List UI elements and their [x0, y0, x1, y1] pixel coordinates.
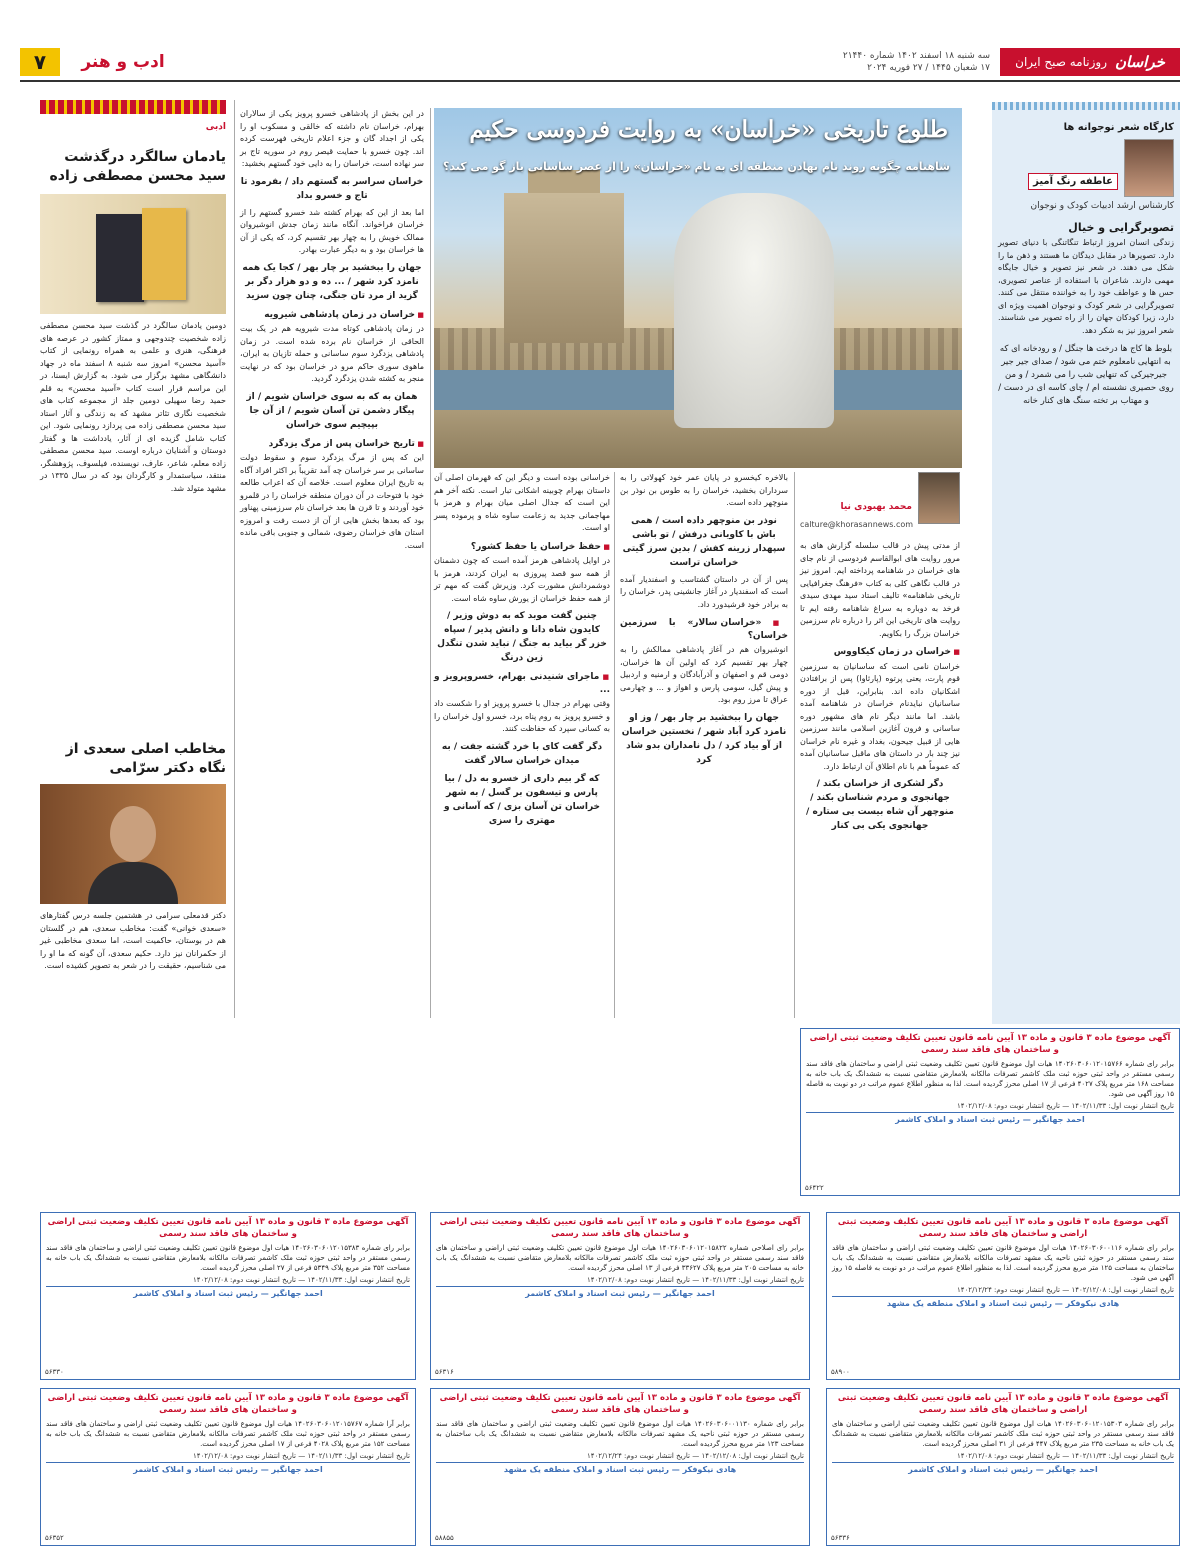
feature-headline[interactable]: طلوع تاریخی «خراسان» به روایت فردوسی حکیم [469, 116, 948, 143]
reporter-photo [918, 472, 960, 524]
notice-code: ۵۶۴۲۲ [805, 1184, 824, 1192]
notice-dates: تاریخ انتشار نوبت اول: ۱۴۰۲/۱۲/۰۸ — تاریخ انتشار نوبت دوم: ۱۴۰۲/۱۲/۲۴ [957, 1286, 1174, 1294]
workshop-author [998, 139, 1174, 197]
author-photo [1124, 139, 1174, 197]
ferdowsi-statue-shape [674, 193, 834, 428]
notice-signer: هادی نیکوفکر — رئیس ثبت اسناد و املاک منطقه یک مشهد [832, 1296, 1174, 1308]
article-subheading: ■ «خراسان سالار» با سرزمین خراسان؟ [620, 617, 788, 642]
article-paragraph: در این بخش از پادشاهی خسرو پرویز یکی از سالاران بهرام، خراسان نام داشته که خالقی و مسکوب او را یکی از اجداد گان و جزء اعلام تاریخی فهرست کرده اند. چون خسرو با حمایت قیصر روم در سوریه تاج بر سر نهاده است، خراسان را به دایی خود گستهم بخشید: [240, 109, 424, 168]
reporter-name: محمد بهبودی نیا [840, 502, 912, 512]
article-paragraph: از مدتی پیش در قالب سلسله گزارش های به مرور روایت های ابوالقاسم فردوسی از نام جای های خراسان در شاهنامه پرداخته ایم. امروز نیز در قالب نگاهی کلی به کتاب «فرهنگ جغرافیایی تاریخی شاهنامه» تالیف استاد سید مهدی سیدی فرخد به دوباره به سراغ شاهنامه رفته ایم تا روایت های تاریخی این اثر را درباره نام سرزمین خراسان بزرگ را بکاویم. [800, 541, 960, 638]
article-subheading: ■ خراسان در زمان کیکاووس [800, 646, 960, 659]
article-paragraph: در اوایل پادشاهی هرمز آمده است که چون دشمنان از همه سو قصد پیروزی به ایران کردند، هرمز با دوشمردانش مشورت کرد. وزیرش گفت که مهم تر از همه حفظ خراسان از یورش ساوه شاه است. [434, 556, 610, 603]
article-paragraph: خراسانی بوده است و دیگر این که قهرمان اصلی آن داستان بهرام چوبینه اشکانی تبار است. نکته آخر هم این است که جدال اصلی میان بهرام و هرمز با مهاجمانی جدید به زعامت ساوه شاه و پرموده پسر او است. [434, 473, 610, 532]
book-dark-shape [96, 214, 144, 302]
notice-body: برابر رای شماره ۱۴۰۲۶۰۳۰۶۰۰۱۱۳۰ هیات اول موضوع قانون تعیین تکلیف وضعیت ثبتی اراضی و ساختمان های فاقد سند رسمی مستقر در حوزه ثبتی ناحیه یک مشهد تصرفات مالکانه بلامعارض متقاضی نسبت به ششدانگ یک باب ساختمان به مساحت ۱۲۳ متر مربع محرز گردیده است. [436, 1420, 804, 1448]
notice-code: ۵۶۳۳۰ [45, 1368, 64, 1376]
notice-dates: تاریخ انتشار نوبت اول: ۱۴۰۲/۱۱/۳۳ — تاریخ انتشار نوبت دوم: ۱۴۰۲/۱۲/۰۸ [587, 1276, 804, 1284]
brand-tagline: روزنامه صبح ایران [1015, 55, 1107, 69]
portrait-body-shape [88, 862, 178, 904]
article-verse: جهان را ببخشید بر چار بهر / وز او نامزد کرد آباد شهر / نخستین خراسان از آو بیاد کرد / دل نامداران بدو شاد کرد [621, 712, 787, 765]
notice-title: آگهی موضوع ماده ۳ قانون و ماده ۱۳ آیین نامه قانون تعیین تکلیف وضعیت ثبتی اراضی و ساختمان های فاقد سند رسمی [809, 1033, 1171, 1055]
reporter-byline [800, 472, 960, 532]
notice-title: آگهی موضوع ماده ۳ قانون و ماده ۱۳ آیین نامه قانون تعیین تکلیف وضعیت ثبتی اراضی و ساختمان های فاقد سند رسمی [837, 1217, 1169, 1239]
column-divider [614, 472, 615, 1018]
workshop-body: زندگی انسان امروز ارتباط تنگاتنگی با دنیای تصویر دارد. تصویرها در مقابل دیدگان ما هستند و ذهن ما را شکل می دهند. در شعر نیز تصویر و خیال جایگاه مهمی دارند. شاعران با استفاده از عناصر تصویری، حس ها و عواطف خود را به خواننده منتقل می کنند. تصویرگرایی در شعر کودک و نوجوان اهمیت ویژه ای دارد، زیرا کودکان جهان را از راه تصویر می شناسند. شعر امروز نیز به شکر دهد. [998, 238, 1174, 335]
notice-signer: احمد جهانگیر — رئیس ثبت اسناد و املاک کاشمر [806, 1112, 1174, 1124]
notice-title: آگهی موضوع ماده ۳ قانون و ماده ۱۳ آیین نامه قانون تعیین تکلیف وضعیت ثبتی اراضی و ساختمان های فاقد سند رسمی [439, 1217, 801, 1239]
legal-notice [40, 1388, 416, 1546]
tomb-shape [504, 193, 624, 343]
author-name: عاطفه رنگ آمیز [1028, 173, 1118, 190]
notice-signer: احمد جهانگیر — رئیس ثبت اسناد و املاک کاشمر [436, 1286, 804, 1298]
issue-date [843, 50, 990, 74]
notice-signer: احمد جهانگیر — رئیس ثبت اسناد و املاک کاشمر [46, 1462, 410, 1474]
article-verse: همان به که به سوی خراسان شویم / از پیگار دشمن تن آسان شویم / از آن جا بپیچیم سوی خراسان [246, 391, 418, 430]
notice-code: ۵۶۳۱۶ [435, 1368, 454, 1376]
article-paragraph: در زمان پادشاهی کوتاه مدت شیرویه هم در یک بیت الحاقی از خراسان نام برده شده است. در زمان پادشاهی یزدگرد سوم ساسانی و حمله تازیان به ایران، ماهوی سوری حاکم مرو در خراسان بود که در نهایت منجر به کشته شدن یزدگرد گردید. [240, 324, 424, 383]
article-paragraph: اما بعد از این که بهرام کشته شد خسرو گستهم را از خراسان فراخواند. آنگاه مانند زمان جدش انوشیروان ممالک خویش را به چهار بهر تقسیم کرد، که یکی از آن ها خراسان بود و به دیگر عبارت بهادر. [240, 207, 424, 254]
masthead [20, 48, 1180, 76]
article-verse: جهان را ببخشید بر چار بهر / کجا یک همه نامزد کرد شهر / ... ده و دو هزار دگر بر گزید از مرد تان جنگی، چنان چون سزید [242, 262, 422, 301]
notice-signer: احمد جهانگیر — رئیس ثبت اسناد و املاک کاشمر [46, 1286, 410, 1298]
notice-body: برابر رای شماره ۱۴۰۲۶۰۳۰۶۰۰۱۱۶ هیات اول موضوع قانون تعیین تکلیف وضعیت ثبتی اراضی و ساختمان های فاقد سند رسمی مستقر در حوزه ثبتی ناحیه یک مشهد تصرفات مالکانه بلامعارض متقاضی نسبت به ششدانگ یک باب ساختمان به مساحت ۱۲۵ متر مربع محرز گردیده است. لذا به منظور اطلاع عموم مراتب در دو نوبت به فاصله ۱۵ روز آگهی می شود. [832, 1244, 1175, 1282]
reporter-email[interactable]: calture@khorasannews.com [800, 520, 914, 529]
saadi-article [40, 910, 226, 1018]
author-role: کارشناس ارشد ادبیات کودک و نوجوان [1030, 201, 1174, 211]
literary-label: ادبی [205, 122, 226, 132]
page-number: ۷ [20, 48, 60, 76]
article-paragraph: وقتی بهرام در جدال با خسرو پرویز او را شکست داد و خسرو پرویز به روم پناه برد، خسرو اول خراسان را به کسانی سپرد که حفاظت کنند. [434, 699, 610, 733]
notice-code: ۵۶۳۳۶ [831, 1534, 850, 1542]
saadi-body: دکتر قدمعلی سرامی در هشتمین جلسه درس گفتارهای «سعدی خوانی» گفت: مخاطب سعدی، هم در گلستان هم در بوستان، حاکمیت است، اما سعدی مخاطبی غیر از حکمرانان نیز دارد. حکیم سعدی، آن گونه که ما او را می شناسیم، حقیقت را در شعر به تصویر کشیده است. [40, 911, 226, 970]
legal-notice [430, 1388, 810, 1546]
newspaper-logo[interactable] [1000, 48, 1180, 76]
notice-signer: هادی نیکوفکر — رئیس ثبت اسناد و املاک منطقه یک مشهد [436, 1462, 804, 1474]
memorial-headline[interactable]: یادمان سالگرد درگذشت سید محسن مصطفی زاده [49, 149, 226, 184]
legal-notice [40, 1212, 416, 1380]
column-divider [794, 472, 795, 1018]
article-verse: دگر لشکری از خراسان بکند / جهانجوی و مردم شناسان بکند / منوچهر آن شاه بیست بی ستاره / جهانجوی یکی بی کنار [806, 779, 954, 831]
notice-body: برابر رای شماره ۱۴۰۲۶۰۳۰۶۰۱۲۰۱۵۷۶۶ هیات اول موضوع قانون تعیین تکلیف وضعیت ثبتی اراضی و ساختمان های فاقد سند رسمی مستقر در واحد ثبتی حوزه ثبت ملک کاشمر تصرفات مالکانه بلامعارض متقاضی نسبت به ششدانگ یک باب خانه به مساحت ۱۶۸ متر مربع پلاک ۴۰۲۷ فرعی از ۱۷ اصلی محرز گردیده است. لذا به منظور اطلاع عموم مراتب در دو نوبت به فاصله ۱۵ روز آگهی می شود. [806, 1060, 1174, 1098]
brand-name: خراسان [1115, 53, 1165, 71]
notice-code: ۵۸۹۰۰ [831, 1368, 850, 1376]
article-verse: که گر بیم داری از خسرو به دل / بیا پارس و تیسفون بر گسل / به شهر خراسان تن آسان بزی / که آسانی و مهتری را سزی [443, 773, 601, 826]
notice-body: برابر آرا شماره ۱۴۰۲۶۰۳۰۶۰۱۲۰۱۵۷۶۷ هیات اول موضوع قانون تعیین تکلیف وضعیت ثبتی اراضی و ساختمان های فاقد سند رسمی مستقر در واحد ثبتی حوزه ثبت ملک کاشمر تصرفات مالکانه بلامعارض متقاضی نسبت به ششدانگ یک باب خانه به مساحت ۱۵۲ متر مربع پلاک ۴۰۲۸ فرعی از ۱۷ اصلی محرز گردیده است. [46, 1420, 410, 1448]
feature-hero-image[interactable] [434, 108, 962, 468]
article-subheading: ■ خراسان در زمان پادشاهی شیرویه [240, 309, 424, 322]
notice-dates: تاریخ انتشار نوبت اول: ۱۴۰۲/۱۲/۰۸ — تاریخ انتشار نوبت دوم: ۱۴۰۲/۱۲/۲۴ [587, 1452, 804, 1460]
article-paragraph: انوشیروان هم در آغاز پادشاهی ممالکش را به چهار بهر تقسیم کرد که اولین آن ها خراسان، دومی قم و اصفهان و آذرآبادگان و ارمنیه و اردبیل و پیش گیل، سومی پارس و اهواز و ... و چهارمی عراق تا مرز روم بود. [620, 645, 788, 704]
saadi-headline[interactable]: مخاطب اصلی سعدی از نگاه دکتر سرّامی [65, 741, 226, 776]
poetry-workshop-column [992, 104, 1180, 1024]
column-divider [430, 108, 431, 1018]
workshop-title: کارگاه شعر نوجوانه ها [1063, 122, 1174, 133]
decorative-barcode [992, 102, 1180, 110]
article-verse: دگر گفت کای با خرد گشته جفت / به میدان خراسان سالار گفت [441, 741, 603, 766]
notice-title: آگهی موضوع ماده ۳ قانون و ماده ۱۳ آیین نامه قانون تعیین تکلیف وضعیت ثبتی اراضی و ساختمان های فاقد سند رسمی [47, 1217, 409, 1239]
literary-section-bar [40, 100, 226, 114]
notice-title: آگهی موضوع ماده ۳ قانون و ماده ۱۳ آیین نامه قانون تعیین تکلیف وضعیت ثبتی اراضی و ساختمان های فاقد سند رسمی [837, 1393, 1169, 1415]
article-paragraph: خراسان نامی است که ساسانیان به سرزمین قوم پارت، یعنی پرتوه (پارثاوا) پس از برافتادن اشکانیان داده اند. بنابراین، قبل از دوره ساسانیان نبایدنام خراسان در شاهنامه آمده باشد. اما مانند دیگر نام های مشهور دوره ساسانی و فرون آغازین اسلامی مانند سرزمین هایی از قبیل جیحون، بغداد و غیره نام خراسان نیز چند بار در داستان های ماقبل ساسانیان آمده که عموماً هم با نام اطلاق آن ارتباط دارد. [800, 661, 960, 771]
article-column-2 [620, 472, 788, 1018]
article-paragraph: بالاخره کیخسرو در پایان عمر خود کهولاتی را به سرداران بخشید، خراسان را به طوس بن نوذر بن منوچهر داده است. [620, 473, 788, 507]
article-verse: نوذر بن منوچهر داده است / همی باش با کاویانی درفش / تو باشی سپهدار زرینه کفش / بدین سرز گیتی خراسان تراست [622, 515, 786, 568]
article-paragraph: این که پس از مرگ یزدگرد سوم و سقوط دولت ساسانی بر سر خراسان چه آمد تقریباً بر اکثر افراد آگاه به تاریخ ایران معلوم است. خلاصه آن که اعراب طالعه خود با فتوحات در آن دوران منطقه خراسان را در قلمرو خود آوردند و تا قرن ها بعد خراسان نام سرزمینی پهناور بود که بعدها بخش هایی از آن از دست رفت و امروزه استان های خراسان رضوی، شمالی و جنوبی باقی مانده است. [239, 453, 424, 550]
article-subheading: ■ تاریخ خراسان پس از مرگ یزدگرد [240, 438, 424, 451]
article-column-3 [434, 472, 610, 1018]
article-verse: چنین گفت موبد که به دوش وزیر / کایدون شاه دانا و دانش پذیر / سپاه خزر گر بیاید به جنگ / نباید شدن تنگدل زین درنگ [437, 611, 607, 663]
notice-dates: تاریخ انتشار نوبت اول: ۱۴۰۲/۱۱/۳۳ — تاریخ انتشار نوبت دوم: ۱۴۰۲/۱۲/۰۸ [193, 1452, 410, 1460]
memorial-body: دومین یادمان سالگرد در گذشت سید محسن مصطفی زاده شخصیت چندوجهی و ممتاز کشور در عرصه های فرهنگی، هنری و علمی به همراه رونمایی از کتاب «آسید محسن» امروز سه شنبه ۸ اسفند ماه در جهاد دانشگاهی مشهد برگزار می شود. به گزارش ایسنا، در این مراسم قرار است کتاب «آسید محسن» به قلم حمید رضا سهیلی دومین جلد از مجموعه کتاب های شخصیت نگاری تئاتر مشهد که به زندگی و آثار استاد سید محسن مصطفی زاده می پردازد رونمایی شود. این کتاب شامل گزیده ای از آثار، یادداشت ها و گفتار دوستان و آشنایان درباره اوست. سید محسن مصطفی زاده معلم، شاعر، عارف، نویسنده، فیلسوف، پژوهشگر، منتقد، سیاستمدار و کارگردان بود که در سال ۱۳۳۵ در مشهد متولد شد. [40, 321, 226, 493]
notice-dates: تاریخ انتشار نوبت اول: ۱۴۰۲/۱۱/۳۳ — تاریخ انتشار نوبت دوم: ۱۴۰۲/۱۲/۰۸ [193, 1276, 410, 1284]
article-subheading: ■ ماجرای شنیدنی بهرام، خسروپرویز و ... [434, 671, 610, 696]
notice-title: آگهی موضوع ماده ۳ قانون و ماده ۱۳ آیین نامه قانون تعیین تکلیف وضعیت ثبتی اراضی و ساختمان های فاقد سند رسمی [439, 1393, 801, 1415]
memorial-article [40, 320, 226, 732]
notice-body: برابر رای شماره ۱۴۰۲۶۰۳۰۶۰۱۲۰۱۵۳۰۳ هیات اول موضوع قانون تعیین تکلیف وضعیت ثبتی اراضی و ساختمان های فاقد سند رسمی مستقر در واحد ثبتی حوزه ثبت ملک کاشمر تصرفات مالکانه بلامعارض متقاضی نسبت به ششدانگ یک باب خانه به مساحت ۲۳۵ متر مربع پلاک ۴۴۷ فرعی از ۳۱ اصلی محرز گردیده است. [832, 1420, 1174, 1448]
issue-date-line2: ۱۷ شعبان ۱۴۴۵ / ۲۷ فوریه ۲۰۲۴ [867, 63, 990, 73]
workshop-poem: بلوط ها کاج ها درخت ها جنگل / و رودخانه ای که به انتهایی نامعلوم ختم می شود / صدای جیر جیر جیرجیرکی که تنهایی شب را می شمرد / و من روی حصیری نشسته ام / چای کاسه ای در دست / و مهتاب بر تخته سنگ های کنار خانه [998, 344, 1174, 406]
notice-dates: تاریخ انتشار نوبت اول: ۱۴۰۲/۱۱/۳۳ — تاریخ انتشار نوبت دوم: ۱۴۰۲/۱۲/۰۸ [957, 1102, 1174, 1110]
legal-notice [430, 1212, 810, 1380]
portrait-face-shape [110, 806, 156, 862]
notice-code: ۵۸۸۵۵ [435, 1534, 454, 1542]
masthead-divider [20, 80, 1180, 82]
column-divider [234, 100, 235, 1018]
article-column-1 [800, 540, 960, 1018]
notice-body: برابر رای شماره ۱۴۰۲۶۰۳۰۶۰۱۲۰۱۵۳۸۳ هیات اول موضوع قانون تعیین تکلیف وضعیت ثبتی اراضی و ساختمان های فاقد سند رسمی مستقر در واحد ثبتی حوزه ثبت ملک کاشمر تصرفات مالکانه بلامعارض متقاضی نسبت به ششدانگ یک باب خانه به مساحت ۳۵۲ متر مربع پلاک ۵۳۴۹ فرعی از ۲۷ اصلی محرز گردیده است. [46, 1244, 410, 1272]
article-paragraph: پس از آن در داستان گشتاسب و اسفندیار آمده است که اسفندیار در آغاز جانشینی پدر، خراسان را به برادر خود فرشیدورد داد. [620, 574, 788, 609]
notice-signer: احمد جهانگیر — رئیس ثبت اسناد و املاک کاشمر [832, 1462, 1174, 1474]
workshop-heading: تصویرگرایی و خیال [1068, 221, 1174, 234]
sarami-portrait-image [40, 784, 226, 904]
book-yellow-shape [142, 208, 186, 300]
legal-notice [800, 1028, 1180, 1196]
legal-notice [826, 1388, 1180, 1546]
notice-title: آگهی موضوع ماده ۳ قانون و ماده ۱۳ آیین نامه قانون تعیین تکلیف وضعیت ثبتی اراضی و ساختمان های فاقد سند رسمی [47, 1393, 409, 1415]
notice-dates: تاریخ انتشار نوبت اول: ۱۴۰۲/۱۱/۳۳ — تاریخ انتشار نوبت دوم: ۱۴۰۲/۱۲/۰۸ [957, 1452, 1174, 1460]
article-subheading: ■ حفظ خراسان یا حفظ کشور؟ [434, 541, 610, 554]
issue-date-line1: سه شنبه ۱۸ اسفند ۱۴۰۲ شماره ۲۱۴۴۰ [842, 51, 990, 61]
article-verse: خراسان سراسر به گستهم داد / بفرمود تا تاج و خسرو بداد [240, 176, 424, 201]
book-cover-image [40, 194, 226, 314]
article-column-4 [240, 108, 424, 1018]
feature-subhead: شاهنامه چگونه روند نام نهادن منطقه ای به نام «خراسان» را از عصر ساسانی باز گو می کند؟ [442, 160, 950, 173]
notice-body: برابر رای اصلاحی شماره ۱۴۰۲۶۰۳۰۶۰۱۲۰۱۵۸۲۲ هیات اول موضوع قانون تعیین تکلیف وضعیت ثبتی اراضی و ساختمان های فاقد سند رسمی مستقر در واحد ثبتی حوزه ثبت ملک کاشمر تصرفات مالکانه بلامعارض متقاضی نسبت به ششدانگ یک باب خانه به مساحت ۲۰۵ متر مربع پلاک ۳۳۶۲۷ فرعی از ۱۳ اصلی محرز گردیده است. [436, 1244, 804, 1272]
legal-notice [826, 1212, 1180, 1380]
notice-code: ۵۶۳۵۲ [45, 1534, 64, 1542]
section-title: ادب و هنر [81, 52, 165, 72]
